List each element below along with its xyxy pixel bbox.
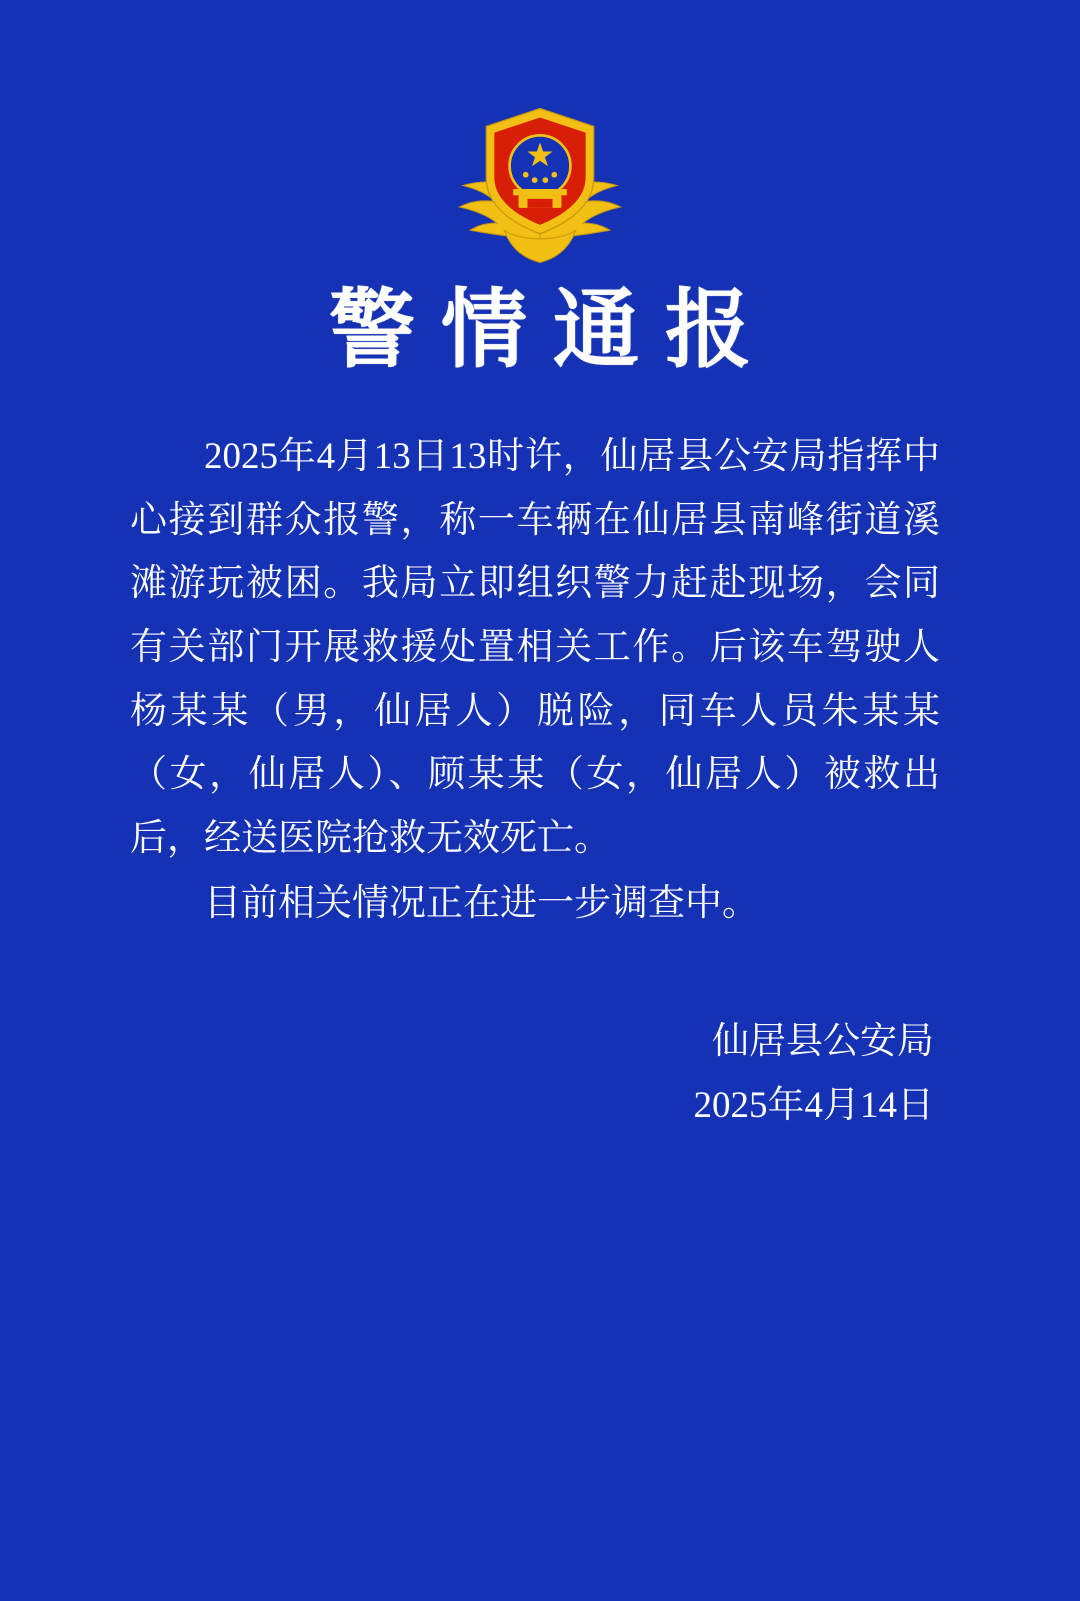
china-police-badge-icon [450, 96, 630, 266]
emblem-container [0, 96, 1080, 266]
notice-paragraph-1: 2025年4月13日13时许，仙居县公安局指挥中心接到群众报警，称一车辆在仙居县南峰街道溪滩游玩被困。我局立即组织警力赶赴现场，会同有关部门开展救援处置相关工作。后该车驾驶人杨某某（男，仙居人）脱险，同车人员朱某某（女，仙居人）、顾某某（女，仙居人）被救出后，经送医院抢救无效死亡。 [130, 436, 940, 859]
page-title: 警情通报 [329, 282, 777, 378]
signature-block [130, 1010, 940, 1137]
signature-issuer: 仙居县公安局 [712, 1021, 934, 1062]
notice-body [130, 425, 940, 938]
signature-date: 2025年4月14日 [693, 1084, 934, 1126]
notice-paragraph-2: 目前相关情况正在进一步调查中。 [204, 883, 759, 925]
